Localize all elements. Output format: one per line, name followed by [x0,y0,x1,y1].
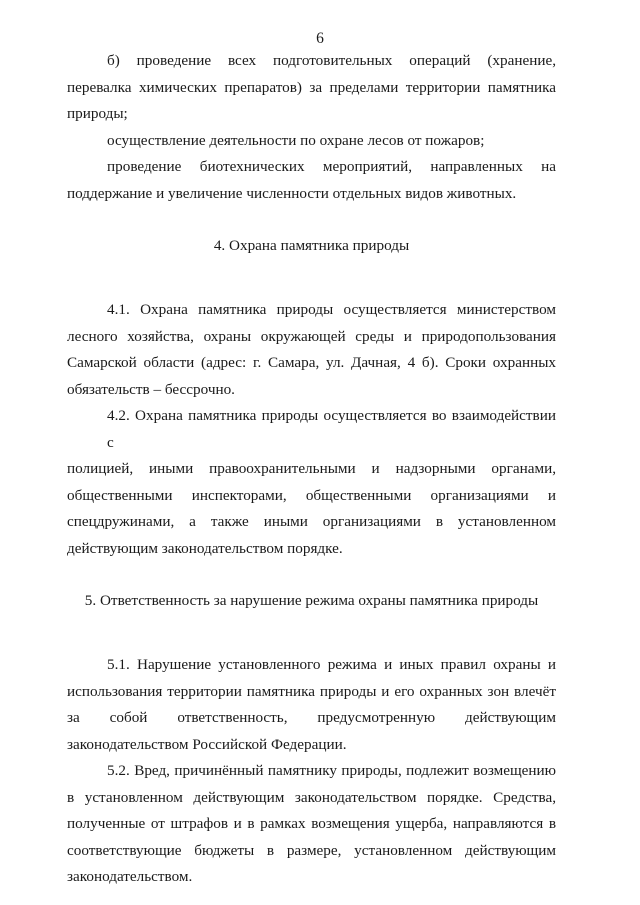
text-line: в установленном действующим законодательством порядке. Средства, [67,788,556,806]
paragraph-4-1 [67,297,556,403]
text-line: б) проведение всех подготовительных операций (хранение, [107,52,556,69]
text-line: за собой ответственность, предусмотренную действующим [67,709,556,726]
paragraph-fire-protection [67,128,556,155]
paragraph-biotech [67,154,556,207]
paragraph-b [67,48,556,128]
document-body [67,48,556,891]
text-line: лесного хозяйства, охраны окружающей среды и природопользования [67,327,556,345]
text-line: общественными инспекторами, общественными организациями и [67,486,556,504]
text-line: обязательств – бессрочно. [67,380,235,398]
text-line: использования территории памятника природы и его охранных зон влечёт [67,682,556,700]
text-line: законодательством. [67,868,193,885]
text-line: соответствующие бюджеты в размере, установленном действующим [67,841,556,859]
text-line: поддержание и увеличение численности отдельных видов животных. [67,184,517,202]
text-line: 5.2. Вред, причинённый памятнику природы, подлежит возмещению [107,762,556,779]
text-line: перевалка химических препаратов) за пределами территории памятника [67,78,556,96]
text-line: 4.1. Охрана памятника природы осуществляется министерством [107,301,556,318]
text-line: Самарской области (адрес: г. Самара, ул. Дачная, 4 б). Сроки охранных [67,354,556,371]
text-line: природы; [67,105,128,122]
section-4-heading: 4. Охрана памятника природы [213,237,410,254]
text-line: осуществление деятельности по охране лесов от пожаров; [107,131,485,149]
text-line: полицией, иными правоохранительными и надзорными органами, [67,460,556,477]
text-line: полученные от штрафов и в рамках возмещения ущерба, направляются в [67,815,556,832]
text-line: спецдружинами, а также иными организациями в установленном [67,513,556,530]
section-5-heading: 5. Ответственность за нарушение режима охраны памятника природы [84,592,539,609]
text-line: 4.2. Охрана памятника природы осуществляется во взаимодействии с [107,407,556,451]
text-line: проведение биотехнических мероприятий, направленных на [107,158,556,175]
paragraph-5-2 [67,758,556,891]
page-number: 6 [316,30,324,47]
paragraph-5-1 [67,652,556,758]
text-line: законодательством Российской Федерации. [67,735,347,753]
paragraph-4-2 [67,403,556,562]
text-line: 5.1. Нарушение установленного режима и иных правил охраны и [107,656,556,673]
text-line: действующим законодательством порядке. [67,539,343,557]
